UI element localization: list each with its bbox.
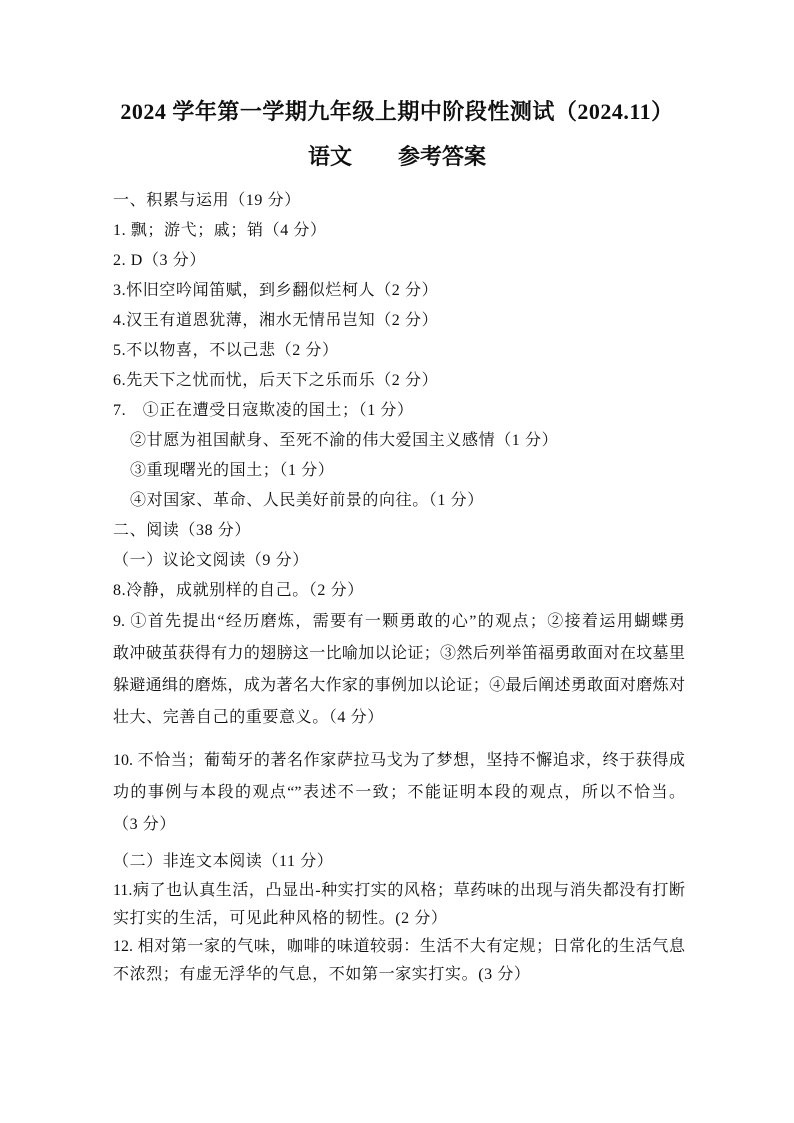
answer-line: 壮大、完善自己的重要意义。（4 分） [113, 709, 384, 726]
answer-line: 1. 飘；游弋；戚；销（4 分） [113, 222, 327, 239]
answer-line: 9. ①首先提出“经历磨炼，需要有一颗勇敢的心”的观点；②接着运用蝴蝶勇 [113, 613, 685, 630]
answer-line: 实打实的生活，可见此种风格的韧性。(2 分） [113, 910, 448, 927]
answer-line: 不浓烈；有虚无浮华的气息，不如第一家实打实。(3 分） [113, 966, 531, 983]
answer-subline: ②甘愿为祖国献身、至死不渝的伟大爱国主义感情（1 分） [130, 432, 559, 449]
document-title: 2024 学年第一学期九年级上期中阶段性测试（2024.11） [120, 99, 674, 124]
answer-subline: ③重现曙光的国土；（1 分） [130, 462, 335, 479]
subsection-heading: （一）议论文阅读（9 分） [113, 552, 309, 569]
answer-line: 11.病了也认真生活，凸显出-种实打实的风格；草药味的出现与消失都没有打断 [113, 882, 685, 899]
answer-body [113, 186, 685, 989]
answer-line: 8.冷静，成就别样的自己。（2 分） [113, 582, 364, 599]
answer-line: 5.不以物喜，不以己悲（2 分） [113, 342, 339, 359]
subsection-heading: （二）非连文本阅读（11 分） [113, 853, 334, 870]
answer-line: 4.汉王有道恩犹薄，湘水无情吊岂知（2 分） [113, 312, 439, 329]
answer-subline: ④对国家、革命、人民美好前景的向往。（1 分） [130, 492, 484, 509]
answer-line: （3 分） [113, 816, 177, 833]
subject-label: 语文 [307, 144, 352, 169]
answer-key-label: 参考答案 [398, 144, 487, 169]
answer-line: 7. ①正在遭受日寇欺凌的国土；（1 分） [113, 402, 414, 419]
answer-line: 10. 不恰当；葡萄牙的著名作家萨拉马戈为了梦想，坚持不懈追求，终于获得成 [113, 752, 685, 769]
document-subtitle [0, 142, 794, 172]
answer-line: 躲避通缉的磨炼，成为著名大作家的事例加以论证；④最后阐述勇敢面对磨炼对 [113, 677, 685, 694]
section-heading: 二、阅读（38 分） [113, 522, 252, 539]
answer-line: 3.怀旧空吟闻笛赋，到乡翻似烂柯人（2 分） [113, 282, 439, 299]
section-heading: 一、积累与运用（19 分） [113, 192, 301, 209]
answer-line: 12. 相对第一家的气味，咖啡的味道较弱：生活不大有定规；日常化的生活气息 [113, 938, 685, 955]
answer-line: 功的事例与本段的观点“”表述不一致；不能证明本段的观点，所以不恰当。 [113, 784, 685, 801]
answer-line: 6.先天下之忧而忧，后天下之乐而乐（2 分） [113, 372, 439, 389]
answer-line: 敢冲破茧获得有力的翅膀这一比喻加以论证；③然后列举笛福勇敢面对在坟墓里 [113, 645, 685, 662]
answer-line: 2. D（3 分） [113, 252, 206, 269]
document-header [0, 96, 794, 172]
